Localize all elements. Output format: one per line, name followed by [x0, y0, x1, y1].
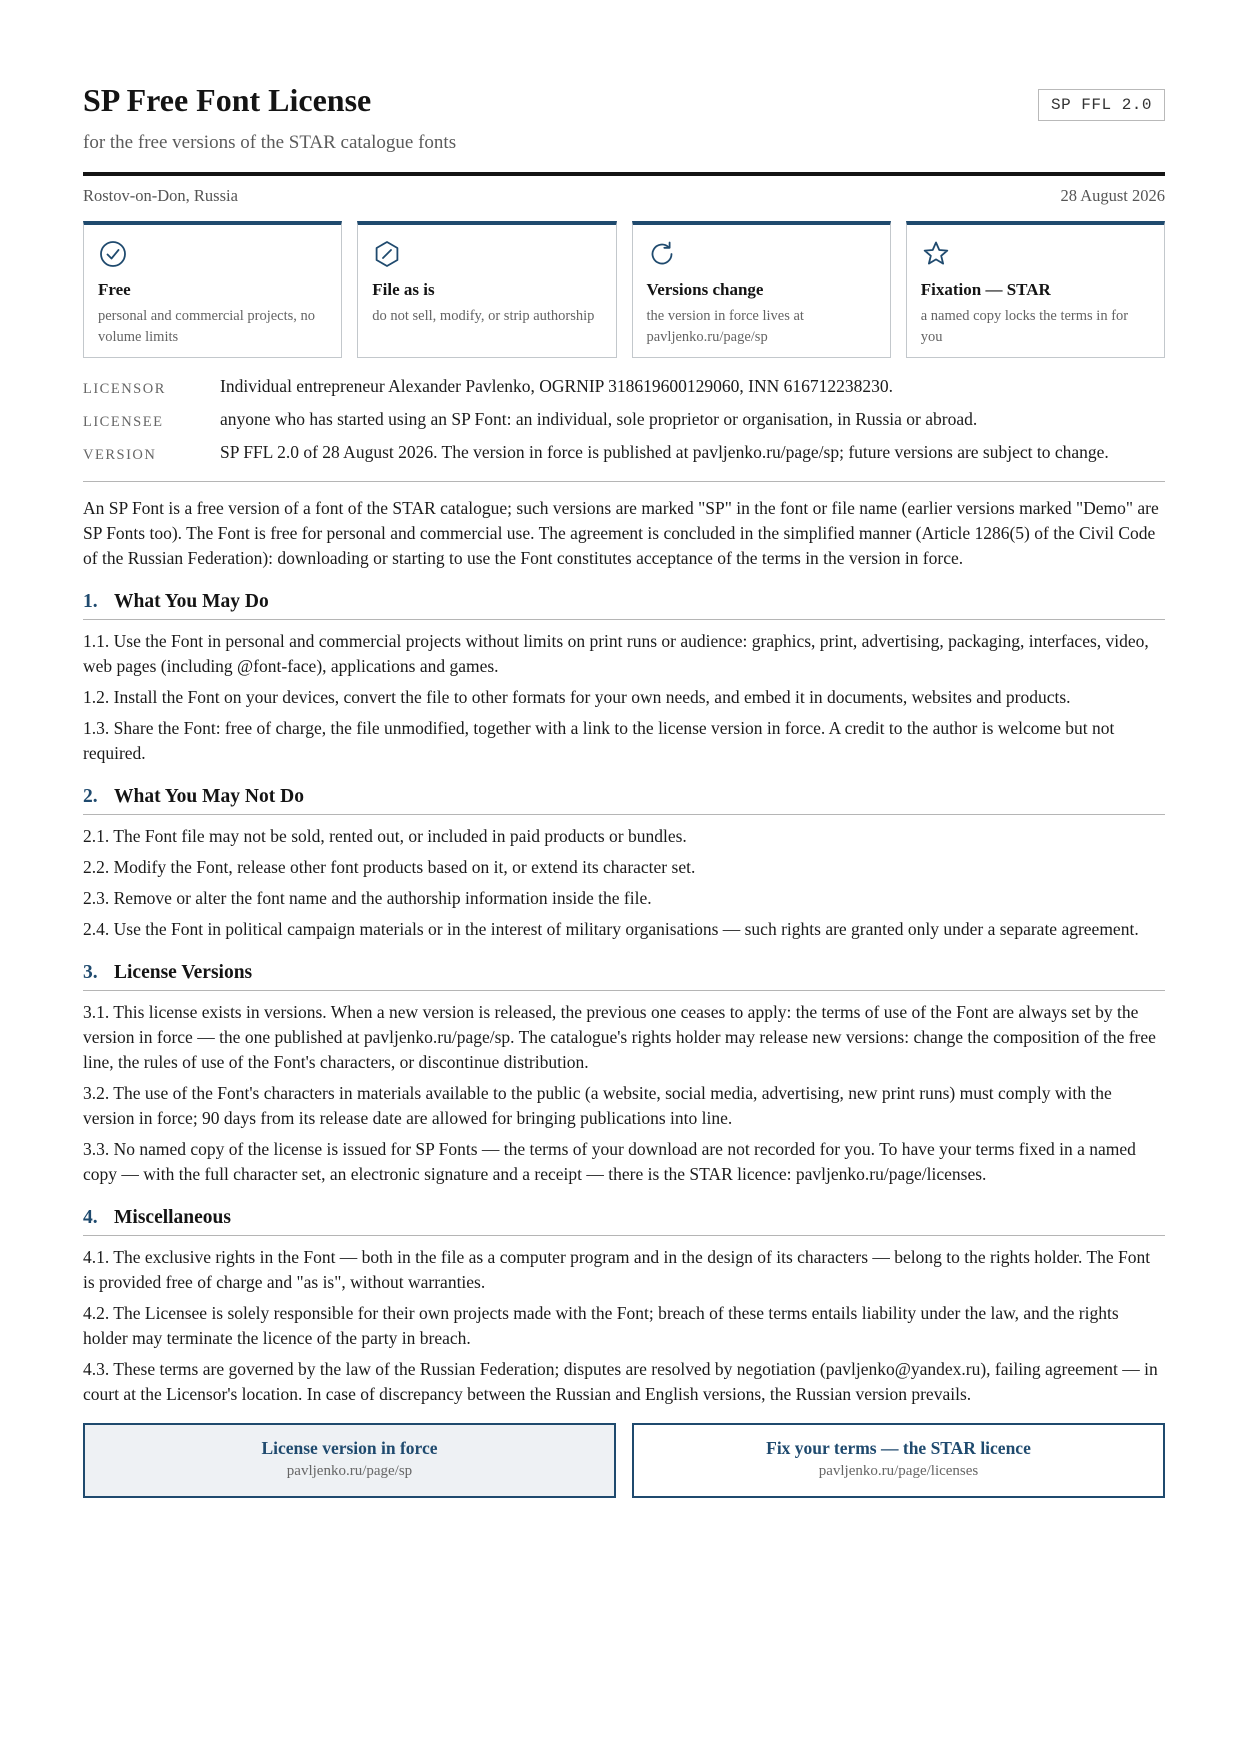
section-number: 3. — [83, 962, 98, 983]
page-subtitle: for the free versions of the STAR catalogue fonts — [83, 132, 457, 153]
section-heading — [83, 1207, 1165, 1236]
version-badge: SP FFL 2.0 — [1038, 89, 1165, 121]
star-licence-link[interactable] — [632, 1423, 1165, 1498]
card-text: a named copy locks the terms in for you — [920, 308, 1129, 345]
definition-licensor — [83, 374, 1165, 402]
clause: 2.3. Remove or alter the font name and the authorship information inside the file. — [83, 888, 652, 908]
definition-version — [83, 440, 1165, 468]
card-title: Free — [98, 280, 131, 299]
header-divider — [83, 172, 1165, 176]
footer-link-title: License version in force — [261, 1438, 438, 1458]
section-title: What You May Not Do — [114, 786, 304, 807]
clause: 1.3. Share the Font: free of charge, the file unmodified, together with a link to the license version in force. A credit to the author is welcome but not required. — [83, 718, 1115, 763]
date-text: 28 August 2026 — [1060, 186, 1165, 205]
section-1 — [83, 591, 1165, 766]
card-title: Versions change — [646, 280, 764, 299]
definition-key: LICENSEE — [83, 414, 164, 430]
summary-card-fixation — [906, 221, 1165, 358]
clause: 3.2. The use of the Font's characters in materials available to the public (a website, social media, advertising, new print runs) must comply with the version in force; 90 days from its release date are allowed for bringing publications into line. — [83, 1083, 1112, 1128]
summary-card-versions — [632, 221, 891, 358]
location-text: Rostov-on-Don, Russia — [83, 186, 238, 205]
section-heading — [83, 962, 1165, 991]
clause: 4.2. The Licensee is solely responsible for their own projects made with the Font; breach of these terms entails liability under the law, and the rights holder may terminate the licence of the party in breach. — [83, 1303, 1119, 1348]
section-number: 1. — [83, 591, 98, 612]
footer-link-url: pavljenko.ru/page/licenses — [818, 1463, 979, 1479]
card-title: File as is — [372, 280, 435, 299]
document-header — [83, 0, 1165, 162]
clause: 4.1. The exclusive rights in the Font — both in the file as a computer program and in the design of its characters — belong to the rights holder. The Font is provided free of charge and "as is", without warranties. — [83, 1247, 1151, 1292]
summary-cards — [83, 221, 1165, 358]
card-title: Fixation — STAR — [920, 280, 1051, 299]
refresh-icon — [647, 239, 677, 269]
definition-key: LICENSOR — [83, 381, 166, 397]
clause: 4.3. These terms are governed by the law of the Russian Federation; disputes are resolved by negotiation (pavljenko@yandex.ru), failing agreement — in court at the Licensor's location. In case of discrepancy between the Russian and English versions, the Russian version prevails. — [83, 1359, 1158, 1404]
definitions — [83, 374, 1165, 468]
section-title: License Versions — [114, 962, 253, 983]
definition-value: anyone who has started using an SP Font: an individual, sole proprietor or organisation, in Russia or abroad. — [220, 409, 978, 429]
definitions-divider — [83, 481, 1165, 482]
footer-links — [83, 1423, 1165, 1498]
footer-link-title: Fix your terms — the STAR licence — [766, 1438, 1031, 1458]
shield-check-icon — [372, 239, 402, 269]
card-text: the version in force lives at pavljenko.ru/page/sp — [646, 308, 804, 345]
check-circle-icon — [98, 239, 128, 269]
intro-paragraph: An SP Font is a free version of a font of the STAR catalogue; such versions are marked "SP" in the font or file name (earlier versions marked "Demo" are SP Fonts too). The Font is free for personal and commercial use. The agreement is concluded in the simplified manner (Article 1286(5) of the Civil Code of the Russian Federation): downloading or starting to use the Font constitutes acceptance of the terms in the version in force. — [83, 498, 1159, 568]
section-title: What You May Do — [114, 591, 269, 612]
section-number: 2. — [83, 786, 98, 807]
card-text: do not sell, modify, or strip authorship — [372, 308, 595, 324]
clause: 2.4. Use the Font in political campaign materials or in the interest of military organisations — such rights are granted only under a separate agreement. — [83, 919, 1139, 939]
clause: 2.2. Modify the Font, release other font products based on it, or extend its character set. — [83, 857, 696, 877]
clause: 3.1. This license exists in versions. When a new version is released, the previous one ceases to apply: the terms of use of the Font are always set by the version in force — the one published at pavljenko.ru/page/sp. The catalogue's rights holder may release new versions: change the composition of the free line, the rules of use of the Font's characters, or discontinue distribution. — [83, 1002, 1156, 1072]
clause: 1.2. Install the Font on your devices, convert the file to other formats for your own needs, and embed it in documents, websites and products. — [83, 687, 1071, 707]
summary-card-free — [83, 221, 342, 358]
definition-value: SP FFL 2.0 of 28 August 2026. The version in force is published at pavljenko.ru/page/sp; future versions are subject to change. — [220, 442, 1109, 462]
section-3 — [83, 962, 1165, 1187]
section-heading — [83, 786, 1165, 815]
section-number: 4. — [83, 1207, 98, 1228]
section-title: Miscellaneous — [114, 1207, 231, 1228]
license-in-force-link[interactable] — [83, 1423, 616, 1498]
definition-key: VERSION — [83, 447, 157, 463]
footer-link-url: pavljenko.ru/page/sp — [286, 1463, 413, 1479]
clause: 3.3. No named copy of the license is issued for SP Fonts — the terms of your download are not recorded for you. To have your terms fixed in a named copy — with the full character set, an electronic signature and a receipt — there is the STAR licence: pavljenko.ru/page/licenses. — [83, 1139, 1136, 1184]
meta-row — [83, 186, 1165, 208]
clause: 1.1. Use the Font in personal and commercial projects without limits on print runs or audience: graphics, print, advertising, packaging, interfaces, video, web pages (including @font-face), applications and games. — [83, 631, 1149, 676]
clause: 2.1. The Font file may not be sold, rented out, or included in paid products or bundles. — [83, 826, 687, 846]
page-title: SP Free Font License — [83, 82, 372, 118]
star-icon — [921, 239, 951, 269]
license-document — [83, 0, 1165, 1498]
section-heading — [83, 591, 1165, 620]
section-4 — [83, 1207, 1165, 1407]
summary-card-file-as-is — [357, 221, 616, 358]
section-2 — [83, 786, 1165, 942]
card-text: personal and commercial projects, no volume limits — [98, 308, 316, 345]
definition-licensee — [83, 407, 1165, 435]
definition-value: Individual entrepreneur Alexander Pavlenko, OGRNIP 318619600129060, INN 616712238230. — [220, 376, 893, 396]
